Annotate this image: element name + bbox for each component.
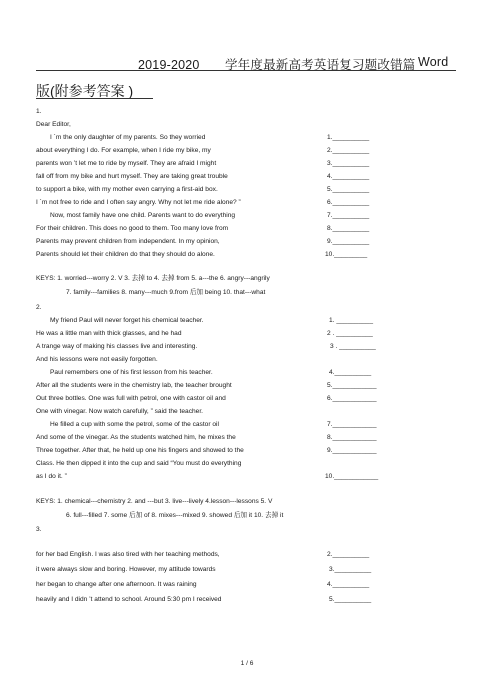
p3-line-2: her began to change after one afternoon. It was raining (36, 581, 197, 588)
p2-line-7: One with vinegar. Now watch carefully, ” said the teacher. (36, 408, 203, 415)
p1-line-1: I ´m the only daughter of my parents. So they worried (50, 134, 206, 141)
p1-line-8: For their children. This does no good to them. Too many love from (36, 225, 229, 232)
p1-blank-2: 2.__________ (327, 147, 370, 154)
p2-blank-6: 6.____________ (327, 395, 377, 402)
p1-blank-9: 9.__________ (327, 238, 370, 245)
p2-line-3: And his lessons were not easily forgotten. (36, 356, 158, 363)
p1-line-9: Parents may prevent children from independent. In my opinion, (36, 238, 220, 245)
p2-blank-9: 8.____________ (327, 434, 377, 441)
header-title-text: 2019-2020 学年度最新高考英语复习题改错篇 (138, 58, 416, 72)
p2-line-1: He was a little man with thick glasses, and he had (36, 330, 182, 337)
p3-blank-2: 4.__________ (327, 581, 370, 588)
p2-line-6: Out three bottles. One was full with petrol, one with castor oil and (36, 395, 226, 402)
header-subtitle-rule (36, 98, 153, 99)
p1-line-3: parents won ’t let me to ride by myself. They are afraid I might (36, 160, 217, 167)
p1-line-4: fall off from my bike and hurt myself. They are taking great trouble (36, 173, 228, 180)
p2-line-10: Three together. After that, he held up one his fingers and showed to the (36, 447, 244, 454)
p1-blank-5: 5.__________ (327, 186, 370, 193)
p2-line-0: My friend Paul will never forget his chemical teacher. (50, 317, 204, 324)
page-number: 1 / 6 (240, 660, 254, 667)
p1-keys-line1: KEYS: 1. worried---worry 2. V 3. 去掉 to 4. 去掉 from 5. a---the 6. angry---angrily (36, 275, 270, 282)
p3-line-3: heavily and I didn ’t attend to school. Around 5:30 pm I received (36, 596, 222, 603)
p1-line-5: to support a bike, with my mother even carrying a first-aid box. (36, 186, 218, 193)
p2-keys-line2: 6. full---filled 7. some 后加 of 8. mixes---mixed 9. showed 后加 it 10. 去掉 it (66, 512, 284, 519)
header-rule (36, 70, 456, 71)
p1-blank-10: 10._________ (325, 251, 368, 258)
p2-blank-2: 3 . __________ (330, 343, 376, 350)
p2-blank-10: 9.____________ (327, 447, 377, 454)
passage1-number: 1. (36, 108, 42, 115)
p1-keys-line2: 7. family---families 8. many---much 9.from 后加 being 10. that---what (66, 289, 266, 296)
header-word: Word (418, 55, 449, 69)
p2-line-11: Class. He then dipped it into the cup and said “You must do everything (36, 460, 242, 467)
p3-blank-3: 5.__________ (329, 596, 372, 603)
p2-blank-4: 4.__________ (329, 369, 372, 376)
p1-blank-4: 4.__________ (327, 173, 370, 180)
p1-blank-7: 7.__________ (327, 212, 370, 219)
p3-blank-1: 3.__________ (329, 566, 372, 573)
p1-blank-6: 6.__________ (327, 199, 370, 206)
p2-line-9: And some of the vinegar. As the students watched him, he mixes the (36, 434, 236, 441)
p2-line-12: as I do it. ” (36, 473, 67, 480)
p2-blank-12: 10.____________ (325, 473, 379, 480)
p2-keys-line1: KEYS: 1. chemical---chemistry 2. and ---but 3. live---lively 4.lesson---lessons 5. V (36, 498, 273, 505)
p2-blank-0: 1. __________ (329, 317, 374, 324)
p1-line-2: about everything I do. For example, when I ride my bike, my (36, 147, 211, 154)
header-subtitle: 版(附参考答案 ) (36, 83, 134, 99)
p1-blank-8: 8.__________ (327, 225, 370, 232)
p1-line-7: Now, most family have one child. Parents want to do everything (50, 212, 236, 219)
passage3-number: 3. (36, 526, 42, 533)
p2-blank-8: 7.____________ (327, 421, 377, 428)
p2-blank-5: 5.____________ (327, 382, 377, 389)
p3-blank-0: 2.__________ (327, 551, 370, 558)
p2-line-2: A trange way of making his classes live and interesting. (36, 343, 198, 350)
p1-blank-1: 1.__________ (327, 134, 370, 141)
p2-line-4: Paul remembers one of his first lesson from his teacher. (50, 369, 213, 376)
p3-line-1: it were always slow and boring. However, my attitude towards (36, 566, 216, 573)
p1-line-6: I ´m not free to ride and I often say angry. Why not let me ride alone? ” (36, 199, 241, 206)
p1-line-0: Dear Editor, (36, 121, 71, 128)
p1-line-10: Parents should let their children do that they should do alone. (36, 251, 215, 258)
p2-blank-1: 2 . __________ (327, 330, 373, 337)
passage2-number: 2. (36, 304, 42, 311)
p3-line-0: for her bad English. I was also tired with her teaching methods, (36, 551, 220, 558)
p2-line-8: He filled a cup with some the petrol, some of the castor oil (50, 421, 219, 428)
p1-blank-3: 3.__________ (327, 160, 370, 167)
p2-line-5: After all the students were in the chemistry lab, the teacher brought (36, 382, 232, 389)
